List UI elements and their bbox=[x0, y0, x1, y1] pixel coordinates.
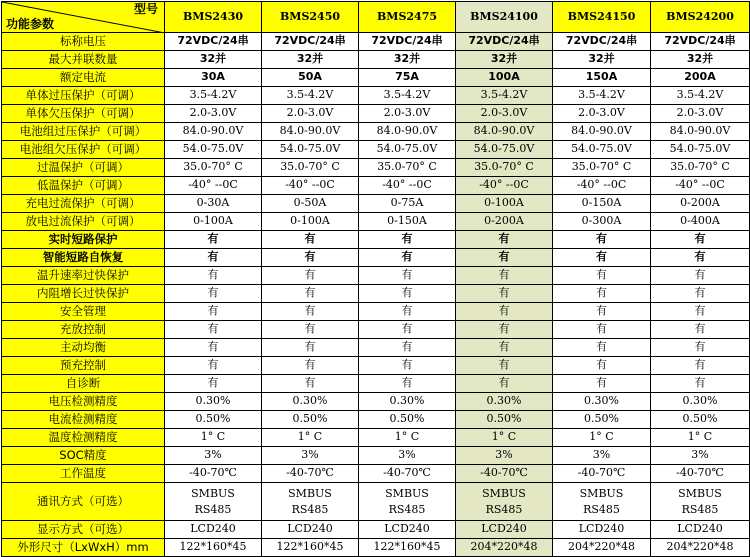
parameter-value: 122*160*45 bbox=[262, 539, 359, 557]
parameter-value: -40-70℃ bbox=[262, 465, 359, 483]
parameter-value: LCD240 bbox=[651, 521, 750, 539]
parameter-label: 电池组过压保护（可调） bbox=[2, 123, 165, 141]
spec-row bbox=[2, 483, 750, 521]
parameter-value: -40-70℃ bbox=[651, 465, 750, 483]
parameter-value: LCD240 bbox=[359, 521, 456, 539]
parameter-value: 有 bbox=[553, 375, 651, 393]
parameter-value: 3% bbox=[651, 447, 750, 465]
parameter-value: -40° --0C bbox=[165, 177, 262, 195]
parameter-value: 有 bbox=[456, 285, 553, 303]
parameter-value: 有 bbox=[651, 231, 750, 249]
parameter-value: 有 bbox=[456, 249, 553, 267]
parameter-value: -40° --0C bbox=[456, 177, 553, 195]
spec-row bbox=[2, 69, 750, 87]
parameter-value: 54.0-75.0V bbox=[651, 141, 750, 159]
parameter-value: 0-100A bbox=[262, 213, 359, 231]
parameter-value: 0-100A bbox=[165, 213, 262, 231]
parameter-value: 有 bbox=[359, 321, 456, 339]
parameter-value: 0.30% bbox=[262, 393, 359, 411]
parameter-value: 54.0-75.0V bbox=[553, 141, 651, 159]
parameter-value: 有 bbox=[262, 339, 359, 357]
parameter-value: 有 bbox=[165, 375, 262, 393]
parameter-label: 主动均衡 bbox=[2, 339, 165, 357]
parameter-value: 0.30% bbox=[553, 393, 651, 411]
parameter-value: 100A bbox=[456, 69, 553, 87]
parameter-label: 预充控制 bbox=[2, 357, 165, 375]
parameter-value: 3.5-4.2V bbox=[359, 87, 456, 105]
parameter-value: 有 bbox=[262, 249, 359, 267]
parameter-value: 1° C bbox=[553, 429, 651, 447]
parameter-value: 有 bbox=[456, 357, 553, 375]
parameter-value: -40° --0C bbox=[651, 177, 750, 195]
header-corner-cell bbox=[2, 2, 165, 33]
spec-row bbox=[2, 267, 750, 285]
parameter-value: 0.50% bbox=[456, 411, 553, 429]
parameter-value: 0.50% bbox=[165, 411, 262, 429]
parameter-value: 有 bbox=[165, 267, 262, 285]
parameter-value: 有 bbox=[651, 267, 750, 285]
model-name: BMS2475 bbox=[359, 2, 456, 33]
parameter-value: 204*220*48 bbox=[651, 539, 750, 557]
parameter-value: 有 bbox=[553, 267, 651, 285]
parameter-value: 有 bbox=[359, 285, 456, 303]
parameter-value: 32并 bbox=[456, 51, 553, 69]
parameter-value: 3% bbox=[456, 447, 553, 465]
parameter-value: 32并 bbox=[165, 51, 262, 69]
parameter-value: 0-30A bbox=[165, 195, 262, 213]
spec-row bbox=[2, 411, 750, 429]
parameter-value: 200A bbox=[651, 69, 750, 87]
parameter-label: 电压检测精度 bbox=[2, 393, 165, 411]
spec-row bbox=[2, 465, 750, 483]
spec-row bbox=[2, 393, 750, 411]
parameter-value: 1° C bbox=[165, 429, 262, 447]
parameter-value: 72VDC/24串 bbox=[651, 33, 750, 51]
parameter-value: LCD240 bbox=[456, 521, 553, 539]
parameter-value: 有 bbox=[165, 249, 262, 267]
parameter-value: 50A bbox=[262, 69, 359, 87]
parameter-value: 有 bbox=[359, 249, 456, 267]
spec-row bbox=[2, 375, 750, 393]
parameter-value: 75A bbox=[359, 69, 456, 87]
parameter-value: 有 bbox=[262, 303, 359, 321]
model-name: BMS2430 bbox=[165, 2, 262, 33]
spec-row bbox=[2, 123, 750, 141]
parameter-value: 3% bbox=[262, 447, 359, 465]
parameter-value: 有 bbox=[262, 357, 359, 375]
spec-row bbox=[2, 429, 750, 447]
spec-row bbox=[2, 339, 750, 357]
parameter-label: SOC精度 bbox=[2, 447, 165, 465]
parameter-value: 3% bbox=[165, 447, 262, 465]
parameter-value: 有 bbox=[651, 285, 750, 303]
parameter-value: 3.5-4.2V bbox=[262, 87, 359, 105]
parameter-value: 35.0-70° C bbox=[456, 159, 553, 177]
parameter-value: 有 bbox=[553, 249, 651, 267]
parameter-value: 有 bbox=[651, 303, 750, 321]
parameter-label: 单体欠压保护（可调） bbox=[2, 105, 165, 123]
parameter-value: 72VDC/24串 bbox=[262, 33, 359, 51]
parameter-value: -40-70℃ bbox=[553, 465, 651, 483]
parameter-value: 有 bbox=[553, 285, 651, 303]
parameter-value: 有 bbox=[359, 339, 456, 357]
parameter-label: 过温保护（可调） bbox=[2, 159, 165, 177]
parameter-value: 有 bbox=[165, 303, 262, 321]
spec-row bbox=[2, 159, 750, 177]
parameter-value: 204*220*48 bbox=[553, 539, 651, 557]
parameter-value: 有 bbox=[456, 339, 553, 357]
parameter-value: 2.0-3.0V bbox=[165, 105, 262, 123]
parameter-value: 0.30% bbox=[651, 393, 750, 411]
parameter-value: 有 bbox=[165, 321, 262, 339]
parameter-value: 有 bbox=[165, 339, 262, 357]
parameter-value: 84.0-90.0V bbox=[359, 123, 456, 141]
parameter-value: LCD240 bbox=[165, 521, 262, 539]
parameter-value: 2.0-3.0V bbox=[651, 105, 750, 123]
parameter-label: 自诊断 bbox=[2, 375, 165, 393]
parameter-value: 有 bbox=[359, 267, 456, 285]
parameter-value: 3.5-4.2V bbox=[651, 87, 750, 105]
parameter-value: 54.0-75.0V bbox=[262, 141, 359, 159]
parameter-value: 2.0-3.0V bbox=[456, 105, 553, 123]
parameter-label: 安全管理 bbox=[2, 303, 165, 321]
function-header-label: 功能参数 bbox=[6, 16, 55, 31]
spec-row bbox=[2, 213, 750, 231]
parameter-value: 有 bbox=[456, 303, 553, 321]
parameter-value: 有 bbox=[651, 321, 750, 339]
parameter-value: 3.5-4.2V bbox=[165, 87, 262, 105]
parameter-value: 0-100A bbox=[456, 195, 553, 213]
parameter-value: 84.0-90.0V bbox=[456, 123, 553, 141]
parameter-value: 0-400A bbox=[651, 213, 750, 231]
parameter-value: 32并 bbox=[651, 51, 750, 69]
spec-row bbox=[2, 285, 750, 303]
parameter-value: LCD240 bbox=[553, 521, 651, 539]
parameter-value: 1° C bbox=[651, 429, 750, 447]
parameter-value: 72VDC/24串 bbox=[456, 33, 553, 51]
parameter-value: 有 bbox=[651, 339, 750, 357]
model-name: BMS24100 bbox=[456, 2, 553, 33]
parameter-value: 2.0-3.0V bbox=[359, 105, 456, 123]
parameter-value: -40-70℃ bbox=[359, 465, 456, 483]
parameter-value: 有 bbox=[359, 357, 456, 375]
parameter-label: 工作温度 bbox=[2, 465, 165, 483]
parameter-value: 有 bbox=[553, 303, 651, 321]
spec-row bbox=[2, 521, 750, 539]
parameter-value: 35.0-70° C bbox=[553, 159, 651, 177]
parameter-value: 有 bbox=[651, 249, 750, 267]
parameter-value: 有 bbox=[262, 231, 359, 249]
parameter-value: 有 bbox=[651, 357, 750, 375]
parameter-value: SMBUS RS485 bbox=[262, 483, 359, 521]
header-row bbox=[2, 2, 750, 33]
parameter-value: 有 bbox=[262, 285, 359, 303]
parameter-value: 35.0-70° C bbox=[359, 159, 456, 177]
parameter-label: 充放控制 bbox=[2, 321, 165, 339]
parameter-value: 72VDC/24串 bbox=[165, 33, 262, 51]
model-name: BMS2450 bbox=[262, 2, 359, 33]
parameter-value: 84.0-90.0V bbox=[553, 123, 651, 141]
parameter-value: 有 bbox=[456, 375, 553, 393]
parameter-value: 1° C bbox=[262, 429, 359, 447]
parameter-label: 通讯方式（可选） bbox=[2, 483, 165, 521]
parameter-value: SMBUS RS485 bbox=[165, 483, 262, 521]
parameter-label: 显示方式（可选） bbox=[2, 521, 165, 539]
parameter-value: 54.0-75.0V bbox=[165, 141, 262, 159]
parameter-value: 有 bbox=[165, 231, 262, 249]
spec-row bbox=[2, 33, 750, 51]
parameter-value: 有 bbox=[359, 375, 456, 393]
parameter-value: 0.50% bbox=[262, 411, 359, 429]
parameter-value: 有 bbox=[651, 375, 750, 393]
spec-row bbox=[2, 105, 750, 123]
bms-spec-table bbox=[1, 1, 750, 557]
parameter-value: 35.0-70° C bbox=[651, 159, 750, 177]
spec-row bbox=[2, 447, 750, 465]
parameter-label: 低温保护（可调） bbox=[2, 177, 165, 195]
parameter-value: 0-200A bbox=[651, 195, 750, 213]
parameter-value: 0-150A bbox=[359, 213, 456, 231]
parameter-value: SMBUS RS485 bbox=[456, 483, 553, 521]
parameter-value: 0-50A bbox=[262, 195, 359, 213]
parameter-label: 内阻增长过快保护 bbox=[2, 285, 165, 303]
parameter-value: 84.0-90.0V bbox=[651, 123, 750, 141]
spec-row bbox=[2, 539, 750, 557]
parameter-value: 有 bbox=[553, 321, 651, 339]
parameter-value: 84.0-90.0V bbox=[262, 123, 359, 141]
parameter-value: 有 bbox=[553, 339, 651, 357]
parameter-value: 0.30% bbox=[359, 393, 456, 411]
parameter-value: -40° --0C bbox=[553, 177, 651, 195]
parameter-value: 有 bbox=[553, 231, 651, 249]
parameter-value: 122*160*45 bbox=[359, 539, 456, 557]
spec-row bbox=[2, 195, 750, 213]
parameter-value: SMBUS RS485 bbox=[651, 483, 750, 521]
parameter-value: 有 bbox=[165, 357, 262, 375]
parameter-label: 额定电流 bbox=[2, 69, 165, 87]
parameter-value: 2.0-3.0V bbox=[553, 105, 651, 123]
parameter-value: 有 bbox=[553, 357, 651, 375]
parameter-value: SMBUS RS485 bbox=[553, 483, 651, 521]
parameter-value: 72VDC/24串 bbox=[553, 33, 651, 51]
parameter-value: 有 bbox=[456, 231, 553, 249]
parameter-value: -40-70℃ bbox=[456, 465, 553, 483]
parameter-value: 122*160*45 bbox=[165, 539, 262, 557]
model-name: BMS24150 bbox=[553, 2, 651, 33]
parameter-value: 0.50% bbox=[359, 411, 456, 429]
model-name: BMS24200 bbox=[651, 2, 750, 33]
spec-row bbox=[2, 249, 750, 267]
parameter-label: 外形尺寸（LxWxH）mm bbox=[2, 539, 165, 557]
parameter-label: 最大并联数量 bbox=[2, 51, 165, 69]
spec-row bbox=[2, 51, 750, 69]
parameter-value: 2.0-3.0V bbox=[262, 105, 359, 123]
spec-row bbox=[2, 87, 750, 105]
parameter-value: 150A bbox=[553, 69, 651, 87]
parameter-value: 30A bbox=[165, 69, 262, 87]
parameter-value: 0-200A bbox=[456, 213, 553, 231]
parameter-label: 温度检测精度 bbox=[2, 429, 165, 447]
parameter-value: 有 bbox=[359, 303, 456, 321]
parameter-value: 0-300A bbox=[553, 213, 651, 231]
parameter-value: 0.50% bbox=[553, 411, 651, 429]
parameter-value: 32并 bbox=[262, 51, 359, 69]
parameter-value: 3% bbox=[359, 447, 456, 465]
spec-row bbox=[2, 177, 750, 195]
spec-row bbox=[2, 141, 750, 159]
parameter-value: 有 bbox=[262, 321, 359, 339]
parameter-label: 电流检测精度 bbox=[2, 411, 165, 429]
parameter-value: 204*220*48 bbox=[456, 539, 553, 557]
parameter-value: 有 bbox=[359, 231, 456, 249]
parameter-value: 3% bbox=[553, 447, 651, 465]
parameter-label: 电池组欠压保护（可调） bbox=[2, 141, 165, 159]
parameter-label: 单体过压保护（可调） bbox=[2, 87, 165, 105]
parameter-value: 有 bbox=[165, 285, 262, 303]
parameter-value: 3.5-4.2V bbox=[456, 87, 553, 105]
parameter-value: 0.30% bbox=[456, 393, 553, 411]
spec-row bbox=[2, 231, 750, 249]
parameter-value: 54.0-75.0V bbox=[456, 141, 553, 159]
parameter-value: 0-75A bbox=[359, 195, 456, 213]
parameter-value: 72VDC/24串 bbox=[359, 33, 456, 51]
spec-row bbox=[2, 321, 750, 339]
parameter-value: 有 bbox=[456, 321, 553, 339]
parameter-value: 有 bbox=[262, 267, 359, 285]
parameter-value: 0-150A bbox=[553, 195, 651, 213]
parameter-value: 有 bbox=[456, 267, 553, 285]
parameter-value: 54.0-75.0V bbox=[359, 141, 456, 159]
model-header-label: 型号 bbox=[133, 2, 158, 16]
parameter-label: 放电过流保护（可调） bbox=[2, 213, 165, 231]
parameter-label: 智能短路自恢复 bbox=[2, 249, 165, 267]
spec-row bbox=[2, 357, 750, 375]
parameter-value: SMBUS RS485 bbox=[359, 483, 456, 521]
parameter-value: 0.30% bbox=[165, 393, 262, 411]
parameter-value: 3.5-4.2V bbox=[553, 87, 651, 105]
parameter-value: 0.50% bbox=[651, 411, 750, 429]
parameter-value: -40-70℃ bbox=[165, 465, 262, 483]
parameter-value: 35.0-70° C bbox=[262, 159, 359, 177]
parameter-value: 32并 bbox=[553, 51, 651, 69]
parameter-label: 实时短路保护 bbox=[2, 231, 165, 249]
parameter-value: 1° C bbox=[456, 429, 553, 447]
parameter-label: 充电过流保护（可调） bbox=[2, 195, 165, 213]
parameter-value: LCD240 bbox=[262, 521, 359, 539]
parameter-label: 标称电压 bbox=[2, 33, 165, 51]
parameter-value: 32并 bbox=[359, 51, 456, 69]
parameter-value: 有 bbox=[262, 375, 359, 393]
parameter-label: 温升速率过快保护 bbox=[2, 267, 165, 285]
parameter-value: 84.0-90.0V bbox=[165, 123, 262, 141]
parameter-value: -40° --0C bbox=[359, 177, 456, 195]
parameter-value: 35.0-70° C bbox=[165, 159, 262, 177]
parameter-value: -40° --0C bbox=[262, 177, 359, 195]
parameter-value: 1° C bbox=[359, 429, 456, 447]
spec-row bbox=[2, 303, 750, 321]
